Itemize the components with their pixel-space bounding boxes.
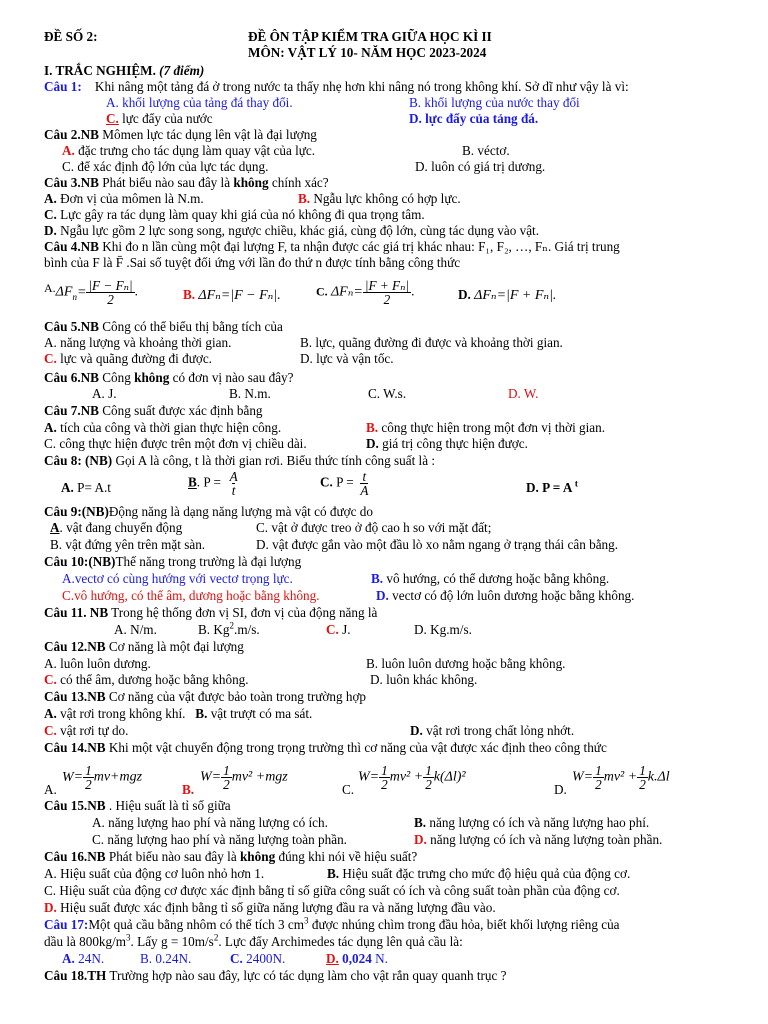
q16-option-b: B. Hiệu suất đặc trưng cho mức độ hiệu quả của động cơ. [327,866,631,881]
q6-option-a: A. J. [92,386,117,401]
q13-option-a: A. vật rơi trong không khí. B. vật trượt có ma sát. [44,706,313,721]
q2-option-a: A. đặc trưng cho tác dụng làm quay vật của lực. [62,143,316,158]
q5-option-b: B. lực, quãng đường đi được và khoảng thời gian. [300,335,563,350]
q15-option-d: D. năng lượng có ích và năng lượng toàn phần. [414,832,663,847]
exam-code: ĐỀ SỐ 2: [44,29,98,44]
q10-option-a: A.vectơ có cùng hướng với vectơ trọng lực. [62,571,293,586]
q15-option-b: B. năng lượng có ích và năng lượng hao phí. [414,815,650,830]
q17-option-c: C. 2400N. [230,951,286,966]
q4-option-a: $A.\Delta F_n=$ $\frac{\text{|F − Fₙ|}}{2}$ . [44,278,138,307]
q1-option-a: A. khối lượng của tảng đá thay đổi. [106,95,293,110]
question-12: Câu 12.NB Cơ năng là một đại lượng [44,639,244,654]
q2-option-b: B. véctơ. [462,143,510,158]
q17-option-a: A. 24N. [62,951,105,966]
q10-option-d: D. vectơ có độ lớn luôn dương hoặc bằng không. [376,588,635,603]
q3-option-c: C. Lực gây ra tác dụng làm quay khi giá của nó không đi qua trọng tâm. [44,207,425,222]
q14-option-b: W= $\frac{1}{2}$ mv² +mgz [200,763,288,792]
question-7: Câu 7.NB Công suất được xác định bằng [44,403,263,418]
q6-option-b: B. N.m. [229,386,271,401]
q14-option-a: W= $\frac{1}{2}$ mv+mgz [62,763,143,792]
question-5: Câu 5.NB Công có thể biểu thị bằng tích của [44,319,283,334]
q3-option-b: B. Ngẫu lực không có hợp lực. [298,191,461,206]
q11-option-a: A. N/m. [114,622,157,637]
q14-letter-b: B. [182,782,195,797]
question-15: Câu 15.NB . Hiệu suất là tỉ số giữa [44,798,231,813]
question-6: Câu 6.NB Công không có đơn vị nào sau đây? [44,370,294,385]
question-16: Câu 16.NB Phát biểu nào sau đây là không đúng khi nói về hiệu suất? [44,849,418,864]
question-11: Câu 11. NB Trong hệ thống đơn vị SI, đơn vị của động năng là [44,605,378,620]
q6-option-c: C. W.s. [368,386,407,401]
q15-option-c: C. năng lượng hao phí và năng lượng toàn phần. [92,832,347,847]
q4-option-b: B. ΔFₙ=|F − Fₙ|. [183,287,281,303]
q8-option-b: B. P = $\frac{A}{t}$ [188,469,238,498]
question-10: Câu 10:(NB)Thế năng trong trường là đại lượng [44,554,302,569]
q13-option-c: C. vật rơi tự do. [44,723,129,738]
q17-option-b: B. 0.24N. [140,951,192,966]
question-1: Câu 1: Khi nâng một tảng đá ở trong nước ta thấy nhẹ hơn khi nâng nó trong không khí. Sở dĩ như vậy là vì: [44,79,629,94]
question-18: Câu 18.TH Trường hợp nào sau đây, lực có tác dụng làm cho vật rắn quay quanh trục ? [44,968,507,983]
q13-option-d: D. vật rơi trong chất lỏng nhớt. [410,723,575,738]
q15-option-a: A. năng lượng hao phí và năng lượng có ích. [92,815,328,830]
q4-option-c: C. ΔFₙ= $\frac{\text{|F + Fₙ|}}{2}$ . [316,278,415,307]
question-14: Câu 14.NB Khi một vật chuyển động trong trọng trường thì cơ năng của vật được xác định theo công thức [44,740,607,755]
q3-option-a: A. Đơn vị của mômen là N.m. [44,191,204,206]
question-9: Câu 9:(NB)Động năng là dạng năng lượng mà vật có được do [44,504,373,519]
q14-letter-d: D. [554,782,567,797]
q7-option-b: B. công thực hiện trong một đơn vị thời gian. [366,420,606,435]
q14-letter-c: C. [342,782,355,797]
q9-option-a: A. vật đang chuyển động [50,520,183,535]
q9-option-b: B. vật đứng yên trên mặt sàn. [50,537,206,552]
q4-line-2: bình của F là F̄ .Sai số tuyệt đối ứng với lần đo thứ n được tính bằng công thức [44,255,461,270]
q2-option-c: C. để xác định độ lớn của lực tác dụng. [62,159,269,174]
question-3: Câu 3.NB Phát biểu nào sau đây là không chính xác? [44,175,329,190]
q12-option-d: D. luôn khác không. [370,672,478,687]
q14-letter-a: A. [44,782,57,797]
question-2: Câu 2.NB Mômen lực tác dụng lên vật là đại lượng [44,127,317,142]
q11-option-d: D. Kg.m/s. [414,622,472,637]
q8-option-a: A. P= A.t [61,480,111,495]
q5-option-c: C. lực và quãng đường đi được. [44,351,212,366]
exam-title: ĐỀ ÔN TẬP KIỂM TRA GIỮA HỌC KÌ II [248,29,492,44]
q8-option-c: C. P = $\frac{t}{A}$ [320,469,369,498]
q10-option-b: B. vô hướng, có thể dương hoặc bằng không. [371,571,610,586]
q5-option-a: A. năng lượng và khoảng thời gian. [44,335,232,350]
question-4: Câu 4.NB Khi đo n lần cùng một đại lượng F, ta nhận được các giá trị khác nhau: F₁, F₂, …, Fₙ. Giá trị trung [44,239,620,254]
q16-option-c: C. Hiệu suất của động cơ được xác định bằng tỉ số giữa công suất có ích và công suất toàn phần của động cơ. [44,883,620,898]
q1-option-b: B. khối lượng của nước thay đổi [409,95,580,110]
q17-option-d: D. 0,024 N. [326,951,388,966]
q3-option-d: D. Ngẫu lực gồm 2 lực song song, ngược chiều, khác giá, cùng độ lớn, cùng tác dụng vào vật. [44,223,540,238]
q7-option-d: D. giá trị công thực hiện được. [366,436,528,451]
exam-subtitle: MÔN: VẬT LÝ 10- NĂM HỌC 2023-2024 [248,45,487,60]
q16-option-a: A. Hiệu suất của động cơ luôn nhỏ hơn 1. [44,866,265,881]
q17-line-2: dầu là $800kg/m^3$. Lấy $g = 10m/s^2$. Lực đẩy Archimedes tác dụng lên quả cầu là: [44,932,463,949]
question-8: Câu 8: (NB) Gọi A là công, t là thời gian rơi. Biểu thức tính công suất là : [44,453,436,468]
q9-option-c: C. vật ở được treo ở độ cao h so với mặt đất; [256,520,492,535]
q7-option-a: A. tích của công và thời gian thực hiện công. [44,420,282,435]
q1-option-d: D. lực đẩy của tảng đá. [409,111,539,126]
question-13: Câu 13.NB Cơ năng của vật được bảo toàn trong trường hợp [44,689,367,704]
q12-option-c: C. có thể âm, dương hoặc bằng không. [44,672,249,687]
q8-option-d: D. P = A $^t$ [526,478,578,495]
q11-option-c: C. J. [326,622,351,637]
q2-option-d: D. luôn có giá trị dương. [415,159,546,174]
question-17: Câu 17:Một quả cầu bằng nhôm có thể tích 3 $cm^3$ được nhúng chìm trong đầu hỏa, biết khối lượng riêng của [44,915,620,932]
section-heading: I. TRẮC NGHIỆM. (7 điểm) [44,63,205,78]
q10-option-c: C.vô hướng, có thể âm, dương hoặc bằng không. [62,588,320,603]
q9-option-d: D. vật được gắn vào một đầu lò xo nằm ngang ở trạng thái cân bằng. [256,537,619,552]
q4-option-d: D. ΔFₙ=|F + Fₙ|. [458,287,557,303]
q7-option-c: C. công thực hiện được trên một đơn vị chiều dài. [44,436,307,451]
q5-option-d: D. lực và vận tốc. [300,351,394,366]
q12-option-a: A. luôn luôn dương. [44,656,151,671]
q6-option-d: D. W. [508,386,539,401]
q16-option-d: D. Hiệu suất được xác định bằng tỉ số giữa năng lượng đầu ra và năng lượng đầu vào. [44,900,496,915]
q14-option-d: W= $\frac{1}{2}$ mv² + $\frac{1}{2}$ k.Δl [572,763,670,792]
q1-option-c: C. lực đẩy của nước [106,111,213,126]
q14-option-c: W= $\frac{1}{2}$ mv² + $\frac{1}{2}$ k(Δl)² [358,763,466,792]
q12-option-b: B. luôn luôn dương hoặc bằng không. [366,656,566,671]
q11-option-b: B. Kg$^2$.m/s. [198,620,260,637]
